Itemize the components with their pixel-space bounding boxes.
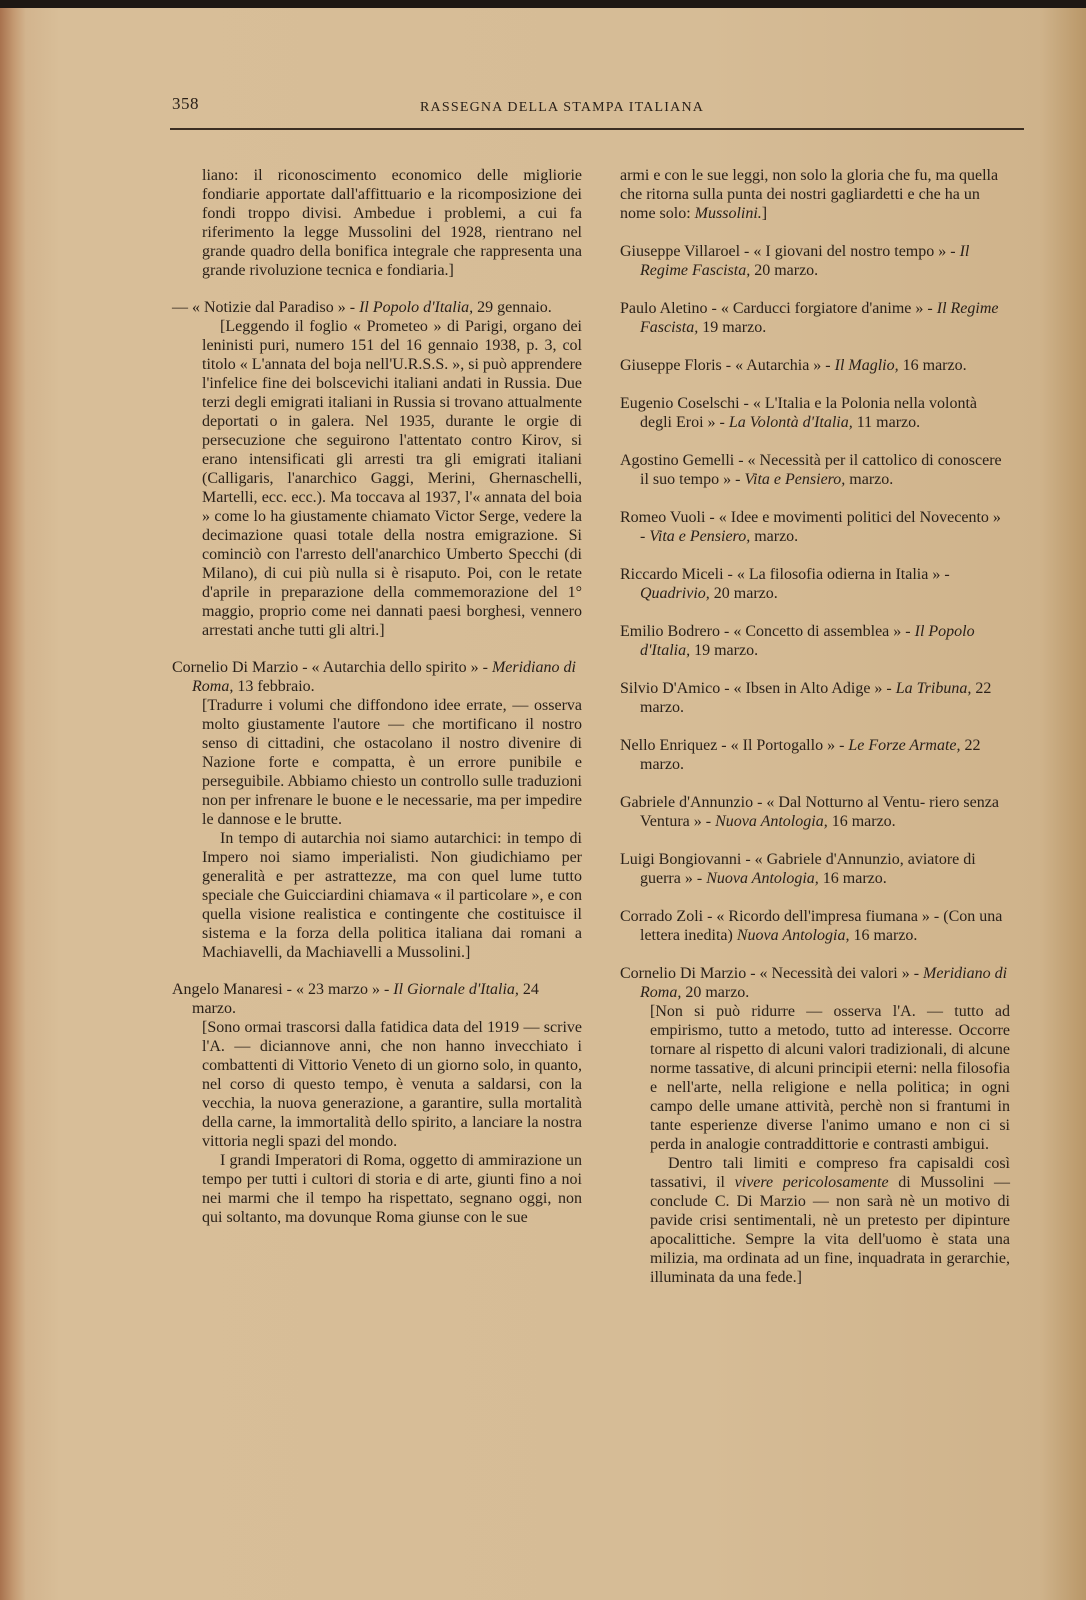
entry-source: Il Popolo d'Italia,	[640, 623, 975, 659]
entry-title: Emilio Bodrero - « Concetto di assemblea » -	[620, 623, 911, 640]
italic-phrase: vivere pericolosamente	[734, 1174, 889, 1191]
citation-entry	[620, 907, 1010, 945]
paragraph: [Non si può ridurre — osserva l'A. — tutto ad empirismo, tutto a metodo, tutto ad interesse. Occorre tornare al rispetto di alcuni valori tradizionali, di alcune norme tassative, di alcuni principii eterni: nella filosofia e nell'arte, nella religione e nella politica; in ogni campo delle umane attività, perchè non si frantumi in tante esperienze diverse l'animo umano e non ci si perda in analogie contraddittorie e contrasti ambigui.	[650, 1003, 1010, 1153]
entry-heading	[620, 907, 1010, 945]
entry-title: Eugenio Coselschi - « L'Italia e la Polonia nella volontà degli Eroi » -	[620, 395, 978, 431]
entry-23-marzo	[172, 980, 582, 1227]
continuation-text	[620, 166, 1010, 223]
top-edge	[0, 0, 1086, 8]
entry-title: Paulo Aletino - « Carducci forgiatore d'anime » -	[620, 300, 933, 317]
entry-date: marzo.	[849, 471, 894, 488]
entry-title: Riccardo Miceli - « La filosofia odierna in Italia » -	[620, 566, 950, 583]
entry-date: 19 marzo.	[702, 319, 767, 336]
entry-title: Angelo Manaresi - « 23 marzo » -	[172, 981, 390, 998]
entry-date: 19 marzo.	[694, 642, 759, 659]
entry-date: 22 marzo.	[640, 737, 981, 773]
citation-entry	[620, 850, 1010, 888]
left-column	[172, 166, 582, 1245]
citation-entry	[620, 622, 1010, 660]
continuation-text	[172, 166, 582, 280]
entry-date: 20 marzo.	[754, 262, 819, 279]
entry-title: Gabriele d'Annunzio - « Dal Notturno al Ventu- riero senza Ventura » -	[620, 794, 999, 830]
citation-entry	[620, 793, 1010, 831]
entry-date: 16 marzo.	[853, 927, 918, 944]
citation-list	[620, 242, 1010, 945]
closing-bracket: ]	[761, 205, 768, 222]
entry-heading	[620, 793, 1010, 831]
entry-autarchia-spirito	[172, 658, 582, 962]
entry-title: Corrado Zoli - « Ricordo dell'impresa fiumana » - (Con una lettera inedita)	[620, 908, 1003, 944]
entry-date: 16 marzo.	[902, 357, 967, 374]
entry-title: Giuseppe Floris - « Autarchia » -	[620, 357, 831, 374]
italic-name: Mussolini.	[694, 205, 762, 222]
citation-entry	[620, 356, 1010, 375]
entry-heading	[620, 964, 1010, 1002]
entry-date: 24 marzo.	[192, 981, 539, 1017]
entry-heading	[620, 622, 1010, 660]
entry-necessita-valori	[620, 964, 1010, 1287]
entry-source: Il Regime Fascista,	[640, 243, 970, 279]
paragraph: [Tradurre i volumi che diffondono idee errate, — osserva molto giustamente l'autore — che mortificano il nostro senso di cittadini, che ostacolano il nostro divenire di Nazione forte e compatta, è un errore punibile e perseguibile. Abbiamo chiesto un controllo sulle traduzioni non per infrenare le buone e le necessarie, ma per impedire le dannose e le brutte.	[202, 697, 582, 828]
entry-date: 16 marzo.	[831, 813, 896, 830]
entry-heading	[172, 298, 582, 317]
text-run: Dentro tali limiti e compreso fra capisaldi così tassativi, il	[650, 1155, 1010, 1191]
right-column	[620, 166, 1010, 1306]
citation-entry	[620, 394, 1010, 432]
entry-heading	[620, 451, 1010, 489]
entry-source: Quadrivio,	[640, 585, 710, 602]
citation-entry	[620, 565, 1010, 603]
entry-summary	[172, 1018, 582, 1227]
entry-source: Vita e Pensiero,	[744, 471, 846, 488]
entry-title: Cornelio Di Marzio - « Necessità dei valori » -	[620, 965, 920, 982]
entry-heading	[620, 356, 1010, 375]
citation-entry	[620, 242, 1010, 280]
entry-heading	[620, 850, 1010, 888]
entry-title: Cornelio Di Marzio - « Autarchia dello spirito » -	[172, 659, 488, 676]
citation-entry	[620, 451, 1010, 489]
entry-date: 20 marzo.	[685, 984, 750, 1001]
entry-heading	[620, 394, 1010, 432]
entry-source: Nuova Antologia,	[736, 927, 850, 944]
citation-entry	[620, 508, 1010, 546]
paragraph: [Sono ormai trascorsi dalla fatidica data del 1919 — scrive l'A. — diciannove anni, che non hanno invecchiato i combattenti di Vittorio Veneto di un giorno solo, in quanto, nel corso di questo tempo, è venuta a saldarsi, con la vecchia, la nuova generazione, a garantire, sulla mortalità della carne, la immortalità dello spirito, a lanciare la nostra vittoria negli spazi del mondo.	[202, 1019, 582, 1150]
entry-source: La Volontà d'Italia,	[728, 414, 853, 431]
text-run: di Mussolini — conclude C. Di Marzio — non sarà nè un motivo di pavide crisi sentimentali, nè un pretesto per dipinture apocalittiche. Sempre la vita dell'uomo è stata una milizia, ma ordinata ad un fine, inquadrata in gerarchie, illuminata da una fede.]	[650, 1174, 1011, 1286]
entry-source: Il Giornale d'Italia,	[393, 981, 519, 998]
entry-source: Meridiano di Roma,	[640, 965, 1008, 1001]
entry-heading	[172, 980, 582, 1018]
paragraph: In tempo di autarchia noi siamo autarchici: in tempo di Impero noi siamo imperialisti. Non giudichiamo per generalità e per astrattezze, ma con quel lume tutto speciale che Guicciardini chiamava « il particolare », e con quella visione realistica e contingente che costituisce il sistema e la forza della politica italiana dai romani a Machiavelli, da Machiavelli a Mussolini.]	[202, 830, 582, 961]
entry-date: marzo.	[754, 528, 799, 545]
entry-heading	[172, 658, 582, 696]
entry-title: Luigi Bongiovanni - « Gabriele d'Annunzio, aviatore di guerra » -	[620, 851, 976, 887]
entry-source: Le Forze Armate,	[848, 737, 961, 754]
entry-title: Nello Enriquez - « Il Portogallo » -	[620, 737, 845, 754]
entry-title: Romeo Vuoli - « Idee e movimenti politici del Novecento » -	[620, 509, 1001, 545]
entry-title: Silvio D'Amico - « Ibsen in Alto Adige » -	[620, 680, 892, 697]
running-title: RASSEGNA DELLA STAMPA ITALIANA	[420, 100, 705, 115]
paragraph	[620, 1154, 1010, 1287]
entry-source: La Tribuna,	[895, 680, 972, 697]
entry-source: Nuova Antologia,	[706, 870, 819, 887]
paragraph: I grandi Imperatori di Roma, oggetto di ammirazione un tempo per tutti i cultori di storia e di arte, giunti fino a noi nei marmi che il tempo ha rispettato, segnano oggi, non qui soltanto, ma dovunque Roma giunse con le sue	[202, 1152, 582, 1226]
header-rule	[170, 128, 1024, 130]
entry-heading	[620, 679, 1010, 717]
citation-entry	[620, 736, 1010, 774]
entry-date: 29 gennaio.	[477, 299, 552, 316]
entry-heading	[620, 508, 1010, 546]
entry-source: Vita e Pensiero,	[649, 528, 751, 545]
entry-title: — « Notizie dal Paradiso » -	[172, 299, 356, 316]
entry-title: Agostino Gemelli - « Necessità per il cattolico di conoscere il suo tempo » -	[620, 452, 1002, 488]
paragraph: armi e con le sue leggi, non solo la gloria che fu, ma quella che ritorna sulla punta dei nostri gagliardetti e che ha un nome solo:	[620, 167, 999, 222]
entry-date: 13 febbraio.	[237, 678, 315, 695]
entry-summary	[172, 696, 582, 962]
entry-notizie-paradiso	[172, 298, 582, 640]
entry-heading	[620, 565, 1010, 603]
paragraph: [Leggendo il foglio « Prometeo » di Parigi, organo dei leninisti puri, numero 151 del 16 gennaio 1938, p. 3, col titolo « L'annata del boja nell'U.R.S.S. », si può apprendere l'infelice fine dei bolscevichi italiani andati in Russia. Due terzi degli emigrati italiani in Russia si trovano attualmente deportati o in galera. Nel 1935, durante le orgie di persecuzione che seguirono l'attentato contro Kirov, si erano intensificati gli arresti tra gli emigrati italiani (Calligaris, l'anarchico Gaggi, Merini, Ghernaschelli, Martelli, ecc. ecc.). Ma toccava al 1937, l'« annata del boia » come lo ha giustamente chiamato Victor Serge, vedere la decimazione quasi totale della nostra emigrazione. Si cominciò con l'arresto dell'anarchico Umberto Specchi (di Milano), di cui più nulla si è risaputo. Poi, con le retate d'aprile in preparazione della commemorazione del 1° maggio, proprio come nei dannati paesi borghesi, vennero arrestati anche tutti gli altri.]	[202, 318, 582, 639]
entry-source: Meridiano di Roma,	[192, 659, 576, 695]
entry-source: Il Regime Fascista,	[640, 300, 999, 336]
entry-date: 11 marzo.	[856, 414, 921, 431]
entry-summary	[620, 1002, 1010, 1287]
entry-heading	[620, 299, 1010, 337]
citation-entry	[620, 299, 1010, 337]
entry-date: 20 marzo.	[713, 585, 778, 602]
entry-source: Il Maglio,	[834, 357, 899, 374]
page-number: 358	[172, 94, 199, 113]
entry-date: 16 marzo.	[822, 870, 887, 887]
entry-title: Giuseppe Villaroel - « I giovani del nostro tempo » -	[620, 243, 956, 260]
entry-date: 22 marzo.	[640, 680, 992, 716]
citation-entry	[620, 679, 1010, 717]
entry-summary	[172, 317, 582, 640]
entry-source: Il Popolo d'Italia,	[359, 299, 474, 316]
entry-heading	[620, 242, 1010, 280]
paragraph: liano: il riconoscimento economico delle migliorie fondiarie apportate dall'affittuario e la ricomposizione dei fondi troppo divisi. Ambedue i problemi, a cui fa riferimento la legge Mussolini del 1928, rientrano nel grande quadro della bonifica integrale che rappresenta una grande rivoluzione tecnica e fondiaria.]	[202, 167, 582, 279]
entry-source: Nuova Antologia,	[715, 813, 828, 830]
entry-heading	[620, 736, 1010, 774]
